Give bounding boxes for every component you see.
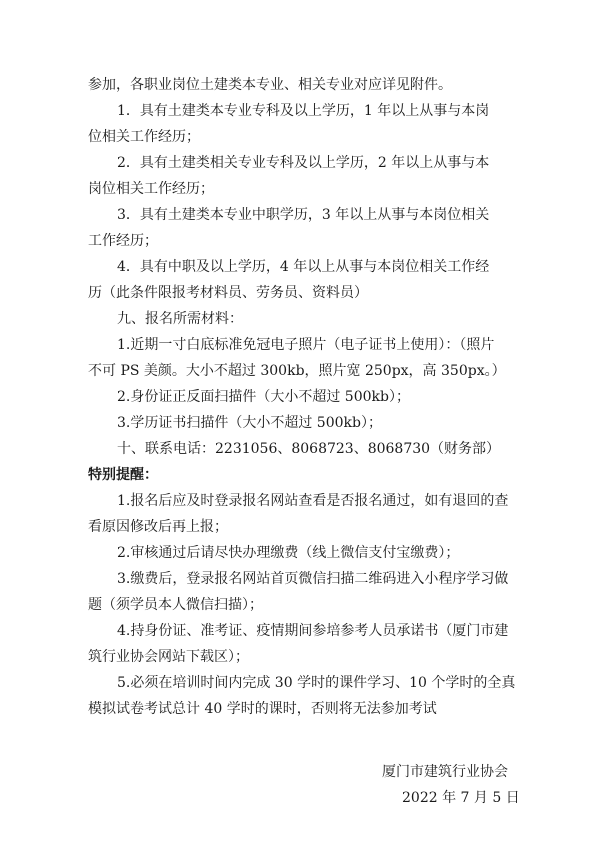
text-line: 2.审核通过后请尽快办理缴费（线上微信支付宝缴费）； — [117, 545, 460, 561]
text-line: 5.必须在培训时间内完成 30 学时的课件学习、10 个学时的全真 — [117, 675, 516, 691]
text-line: 1.报名后应及时登录报名网站查看是否报名通过，如有退回的查 — [117, 493, 509, 509]
text-line: 筑行业协会网站下载区）； — [88, 649, 249, 665]
section-heading: 十、联系电话：2231056、8068723、8068730（财务部） — [117, 441, 501, 457]
special-notice-heading: 特别提醒： — [88, 467, 158, 483]
text-line: 4．具有中职及以上学历，4 年以上从事与本岗位相关工作经 — [117, 259, 490, 275]
text-line: 历（此条件限报考材料员、劳务员、资料员） — [88, 285, 368, 301]
text-line: 3．具有土建类本专业中职学历，3 年以上从事与本岗位相关 — [117, 207, 490, 223]
text-line: 工作经历； — [88, 233, 158, 249]
text-line: 位相关工作经历； — [88, 129, 200, 145]
text-line: 1．具有土建类本专业专科及以上学历，1 年以上从事与本岗 — [117, 103, 490, 119]
signature-organization: 厦门市建筑行业协会 — [382, 764, 508, 780]
text-line: 参加，各职业岗位土建类本专业、相关专业对应详见附件。 — [88, 77, 452, 93]
text-line: 2．具有土建类相关专业专科及以上学历，2 年以上从事与本 — [117, 155, 490, 171]
text-line: 4.持身份证、准考证、疫情期间参培参考人员承诺书（厦门市建 — [117, 623, 509, 639]
text-line: 看原因修改后再上报； — [88, 519, 228, 535]
text-line: 3.学历证书扫描件（大小不超过 500kb）； — [117, 415, 382, 431]
signature-date: 2022 年 7 月 5 日 — [402, 790, 520, 806]
section-heading: 九、报名所需材料： — [117, 311, 243, 327]
text-line: 岗位相关工作经历； — [88, 181, 214, 197]
text-line: 1.近期一寸白底标准免冠电子照片（电子证书上使用）：（照片 — [117, 337, 495, 353]
text-line: 2.身份证正反面扫描件（大小不超过 500kb）； — [117, 389, 410, 405]
text-line: 3.缴费后，登录报名网站首页微信扫描二维码进入小程序学习做 — [117, 571, 509, 587]
text-line: 题（须学员本人微信扫描）； — [88, 597, 263, 613]
text-line: 模拟试卷考试总计 40 学时的课时，否则将无法参加考试 — [88, 701, 437, 717]
text-line: 不可 PS 美颜。大小不超过 300kb，照片宽 250px，高 350px。） — [88, 363, 506, 379]
